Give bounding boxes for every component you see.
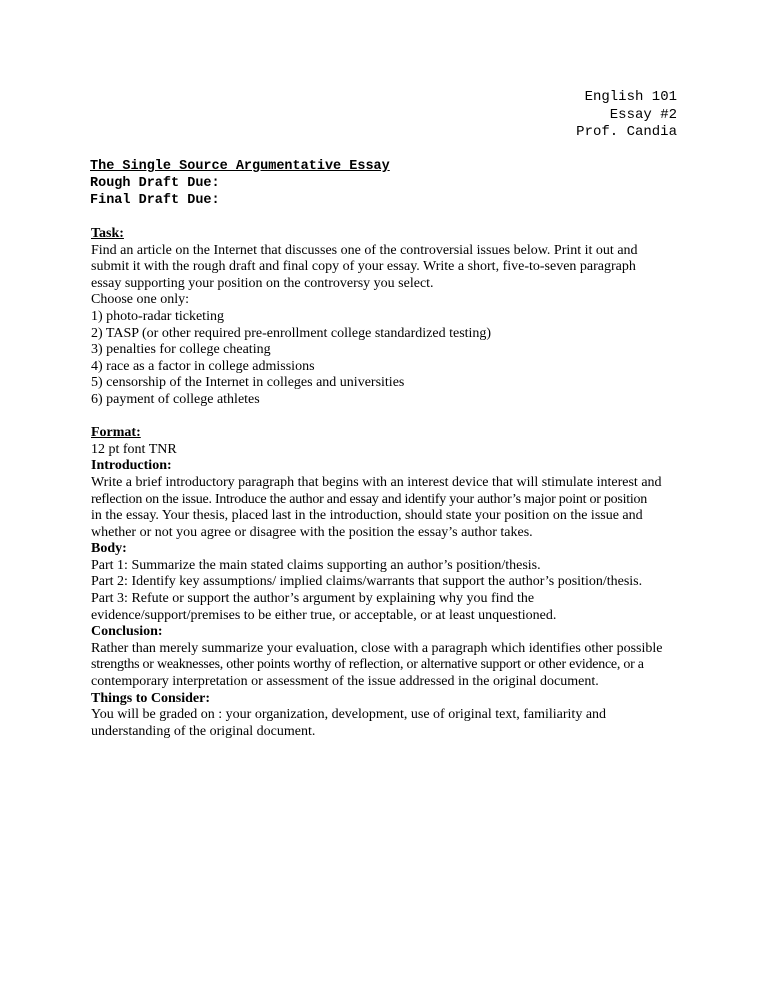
- task-heading: Task:: [91, 226, 124, 241]
- introduction-line: in the essay. Your thesis, placed last in the introduction, should state your position on the issue and: [91, 508, 643, 524]
- issue-item: 4) race as a factor in college admissions: [91, 358, 315, 374]
- course-name: English 101: [584, 89, 677, 105]
- introduction-heading: Introduction:: [91, 458, 172, 474]
- body-line: Part 3: Refute or support the author’s argument by explaining why you find the: [91, 591, 535, 607]
- choose-one-label: Choose one only:: [91, 292, 189, 308]
- things-to-consider-heading: Things to Consider:: [91, 690, 211, 706]
- things-to-consider-line: understanding of the original document.: [91, 723, 316, 739]
- rough-draft-due: Rough Draft Due:: [90, 176, 220, 191]
- assignment-body: [91, 226, 691, 740]
- issue-item: 5) censorship of the Internet in colleges and universities: [91, 375, 405, 391]
- conclusion-line: strengths or weaknesses, other points worthy of reflection, or alternative support or other evidence, or a: [91, 657, 644, 673]
- things-to-consider-line: You will be graded on : your organization, development, use of original text, familiarity and: [91, 707, 607, 723]
- issue-item: 2) TASP (or other required pre-enrollment college standardized testing): [91, 325, 492, 341]
- conclusion-line: contemporary interpretation or assessment of the issue addressed in the original document.: [91, 674, 599, 690]
- body-line: evidence/support/premises to be either true, or acceptable, or at least unquestioned.: [91, 607, 557, 623]
- course-header: [576, 89, 677, 142]
- section-spacer: [91, 409, 691, 426]
- conclusion-line: Rather than merely summarize your evaluation, close with a paragraph which identifies other possible: [91, 640, 663, 656]
- task-line: Find an article on the Internet that discusses one of the controversial issues below. Print it out and: [91, 242, 638, 258]
- issue-item: 3) penalties for college cheating: [91, 342, 271, 358]
- conclusion-heading: Conclusion:: [91, 624, 163, 640]
- body-line: Part 1: Summarize the main stated claims supporting an author’s position/thesis.: [91, 557, 541, 573]
- assignment-title: The Single Source Argumentative Essay: [90, 159, 390, 174]
- issue-item: 6) payment of college athletes: [91, 391, 260, 407]
- task-line: essay supporting your position on the controversy you select.: [91, 275, 434, 291]
- body-line: Part 2: Identify key assumptions/ implied claims/warrants that support the author’s position/thesis.: [91, 574, 643, 590]
- introduction-line: Write a brief introductory paragraph that begins with an interest device that will stimulate interest and: [91, 474, 662, 490]
- essay-number: Essay #2: [609, 106, 677, 123]
- introduction-line: whether or not you agree or disagree with the position the essay’s author takes.: [91, 524, 533, 540]
- task-line: submit it with the rough draft and final copy of your essay. Write a short, five-to-seven paragraph: [91, 259, 636, 275]
- format-heading: Format:: [91, 425, 141, 441]
- final-draft-due: Final Draft Due:: [90, 193, 220, 208]
- assignment-info: [90, 158, 390, 209]
- body-heading: Body:: [91, 541, 127, 557]
- issue-item: 1) photo-radar ticketing: [91, 308, 224, 324]
- introduction-line: reflection on the issue. Introduce the author and essay and identify your author’s major point or position: [91, 491, 648, 507]
- professor-name: Prof. Candia: [576, 124, 677, 140]
- font-requirement: 12 pt font TNR: [91, 441, 177, 457]
